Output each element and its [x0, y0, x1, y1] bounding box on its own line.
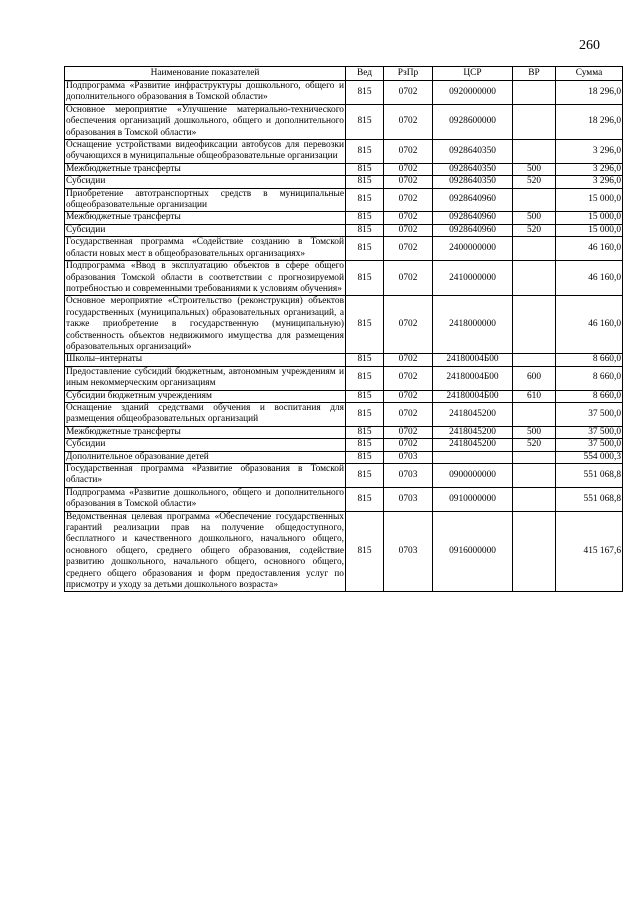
- table-row: [65, 212, 623, 224]
- row-sum-cell: 15 000,0: [556, 224, 623, 236]
- row-vr-cell: [513, 451, 556, 463]
- row-sum-cell: 46 160,0: [556, 237, 623, 261]
- row-ved-cell: 815: [346, 237, 384, 261]
- budget-table: [64, 66, 623, 592]
- row-csr-cell: 24180004Б00: [433, 354, 513, 366]
- table-row: [65, 390, 623, 402]
- row-sum-cell: 3 296,0: [556, 163, 623, 175]
- row-rzpr-cell: 0702: [384, 188, 433, 212]
- row-rzpr-cell: 0702: [384, 296, 433, 354]
- row-ved-cell: 815: [346, 104, 384, 139]
- table-body: [65, 81, 623, 592]
- row-sum-cell: 18 296,0: [556, 81, 623, 105]
- table-row: [65, 487, 623, 511]
- row-name-cell: Субсидии: [65, 176, 346, 188]
- row-csr-cell: 24180004Б00: [433, 366, 513, 390]
- row-csr-cell: 2418000000: [433, 296, 513, 354]
- row-vr-cell: [513, 511, 556, 592]
- row-vr-cell: 500: [513, 163, 556, 175]
- header-rzpr: РзПр: [384, 67, 433, 81]
- table-row: [65, 261, 623, 296]
- header-sum: Сумма: [556, 67, 623, 81]
- row-csr-cell: 0900000000: [433, 464, 513, 488]
- row-rzpr-cell: 0702: [384, 354, 433, 366]
- row-name-cell: Предоставление субсидий бюджетным, автономным учреждениям и иным некоммерческим организациям: [66, 366, 344, 389]
- row-ved-cell: 815: [346, 296, 384, 354]
- table-row: [65, 224, 623, 236]
- row-name-cell: Основное мероприятие «Улучшение материально-технического обеспечения организаций дошкольного, общего и дополнительного образования в Томской области»: [66, 104, 344, 138]
- row-name-cell: Межбюджетные трансферты: [65, 212, 346, 224]
- row-rzpr-cell: 0702: [384, 402, 433, 426]
- row-ved-cell: 815: [346, 163, 384, 175]
- row-vr-cell: [513, 261, 556, 296]
- row-rzpr-cell: 0703: [384, 487, 433, 511]
- row-vr-cell: [513, 296, 556, 354]
- row-csr-cell: 0928640960: [433, 212, 513, 224]
- row-name-cell: Оснащение устройствами видеофиксации автобусов для перевозки обучающихся в муниципальные общеобразовательные организации: [66, 140, 344, 162]
- row-sum-cell: 8 660,0: [556, 390, 623, 402]
- table-row: [65, 140, 623, 164]
- row-sum-cell: 551 068,8: [556, 487, 623, 511]
- row-rzpr-cell: 0702: [384, 140, 433, 164]
- row-csr-cell: 0928640350: [433, 140, 513, 164]
- row-rzpr-cell: 0702: [384, 212, 433, 224]
- row-sum-cell: 3 296,0: [556, 176, 623, 188]
- row-vr-cell: [513, 188, 556, 212]
- header-csr: ЦСР: [433, 67, 513, 81]
- row-name-cell: Приобретение автотранспортных средств в муниципальные общеобразовательные организации: [66, 188, 344, 211]
- row-vr-cell: [513, 81, 556, 105]
- row-csr-cell: [433, 451, 513, 463]
- table-row: [65, 402, 623, 426]
- row-sum-cell: 37 500,0: [556, 426, 623, 438]
- page-number: 260: [579, 38, 600, 53]
- header-vr: ВР: [513, 67, 556, 81]
- row-rzpr-cell: 0702: [384, 224, 433, 236]
- row-sum-cell: 18 296,0: [556, 104, 623, 139]
- row-sum-cell: 46 160,0: [556, 296, 623, 354]
- row-name-cell: Межбюджетные трансферты: [65, 426, 346, 438]
- row-csr-cell: 0928640960: [433, 224, 513, 236]
- row-sum-cell: 3 296,0: [556, 140, 623, 164]
- row-rzpr-cell: 0703: [384, 464, 433, 488]
- row-rzpr-cell: 0702: [384, 261, 433, 296]
- row-vr-cell: [513, 140, 556, 164]
- row-vr-cell: 500: [513, 426, 556, 438]
- row-sum-cell: 554 000,3: [556, 451, 623, 463]
- table-row: [65, 188, 623, 212]
- row-rzpr-cell: 0702: [384, 237, 433, 261]
- row-vr-cell: [513, 487, 556, 511]
- row-rzpr-cell: 0702: [384, 163, 433, 175]
- row-vr-cell: 600: [513, 366, 556, 390]
- row-name-cell: Оснащение зданий средствами обучения и воспитания для размещения общеобразовательных организаций: [66, 402, 344, 425]
- row-vr-cell: [513, 237, 556, 261]
- row-ved-cell: 815: [346, 354, 384, 366]
- table-row: [65, 163, 623, 175]
- row-vr-cell: 520: [513, 224, 556, 236]
- table-row: [65, 354, 623, 366]
- table-row: [65, 81, 623, 105]
- row-vr-cell: 520: [513, 176, 556, 188]
- row-ved-cell: 815: [346, 224, 384, 236]
- row-rzpr-cell: 0702: [384, 439, 433, 451]
- table-row: [65, 104, 623, 139]
- row-csr-cell: 2418045200: [433, 426, 513, 438]
- row-vr-cell: [513, 402, 556, 426]
- row-ved-cell: 815: [346, 451, 384, 463]
- row-rzpr-cell: 0702: [384, 104, 433, 139]
- row-sum-cell: 8 660,0: [556, 366, 623, 390]
- row-csr-cell: 2418045200: [433, 402, 513, 426]
- row-csr-cell: 0910000000: [433, 487, 513, 511]
- table-row: [65, 176, 623, 188]
- row-csr-cell: 0928640350: [433, 176, 513, 188]
- row-sum-cell: 551 068,8: [556, 464, 623, 488]
- row-name-cell: Ведомственная целевая программа «Обеспечение государственных гарантий реализации прав на получение общедоступного, бесплатного и качественного дошкольного, начального общего, основного общего, среднего общего образования, содействие развитию дошкольного, начального общего, основного общего, среднего общего образования и форм предоставления услуг по присмотру и уходу за детьми дошкольного возраста»: [66, 511, 344, 591]
- table-row: [65, 237, 623, 261]
- row-csr-cell: 2418045200: [433, 439, 513, 451]
- row-sum-cell: 46 160,0: [556, 261, 623, 296]
- table-row: [65, 426, 623, 438]
- row-ved-cell: 815: [346, 176, 384, 188]
- row-csr-cell: 0928640350: [433, 163, 513, 175]
- row-vr-cell: [513, 464, 556, 488]
- row-name-cell: Государственная программа «Развитие образования в Томской области»: [66, 464, 344, 486]
- row-ved-cell: 815: [346, 212, 384, 224]
- table-row: [65, 366, 623, 390]
- table-row: [65, 511, 623, 592]
- row-ved-cell: 815: [346, 390, 384, 402]
- row-name-cell: Государственная программа «Содействие созданию в Томской области новых мест в общеобразовательных организациях»: [66, 237, 344, 259]
- row-rzpr-cell: 0702: [384, 81, 433, 105]
- row-ved-cell: 815: [346, 439, 384, 451]
- header-ved: Вед: [346, 67, 384, 81]
- row-csr-cell: 2410000000: [433, 261, 513, 296]
- row-ved-cell: 815: [346, 464, 384, 488]
- row-ved-cell: 815: [346, 188, 384, 212]
- row-sum-cell: 37 500,0: [556, 402, 623, 426]
- table-row: [65, 464, 623, 488]
- row-name-cell: Подпрограмма «Развитие инфраструктуры дошкольного, общего и дополнительного образования в Томской области»: [66, 81, 344, 103]
- row-vr-cell: 520: [513, 439, 556, 451]
- row-sum-cell: 415 167,6: [556, 511, 623, 592]
- row-vr-cell: 610: [513, 390, 556, 402]
- row-name-cell: Подпрограмма «Ввод в эксплуатацию объектов в сфере общего образования Томской области в соответствии с прогнозируемой потребностью и современными требованиями к условиям обучения»: [66, 261, 344, 294]
- row-name-cell: Субсидии: [65, 439, 346, 451]
- row-ved-cell: 815: [346, 426, 384, 438]
- header-name: Наименование показателей: [65, 67, 346, 81]
- row-csr-cell: 24180004Б00: [433, 390, 513, 402]
- row-name-cell: Субсидии: [65, 224, 346, 236]
- row-ved-cell: 815: [346, 366, 384, 390]
- row-ved-cell: 815: [346, 81, 384, 105]
- row-sum-cell: 37 500,0: [556, 439, 623, 451]
- row-ved-cell: 815: [346, 261, 384, 296]
- row-rzpr-cell: 0702: [384, 390, 433, 402]
- row-csr-cell: 0920000000: [433, 81, 513, 105]
- row-csr-cell: 0928600000: [433, 104, 513, 139]
- table-header-row: [65, 67, 623, 81]
- row-name-cell: Субсидии бюджетным учреждениям: [65, 390, 346, 402]
- row-rzpr-cell: 0702: [384, 366, 433, 390]
- table-row: [65, 296, 623, 354]
- row-name-cell: Дополнительное образование детей: [65, 451, 346, 463]
- row-rzpr-cell: 0702: [384, 426, 433, 438]
- row-csr-cell: 0928640960: [433, 188, 513, 212]
- row-csr-cell: 0916000000: [433, 511, 513, 592]
- row-sum-cell: 15 000,0: [556, 212, 623, 224]
- row-ved-cell: 815: [346, 487, 384, 511]
- row-ved-cell: 815: [346, 511, 384, 592]
- row-name-cell: Школы–интернаты: [65, 354, 346, 366]
- table-row: [65, 439, 623, 451]
- row-vr-cell: [513, 354, 556, 366]
- table-row: [65, 451, 623, 463]
- row-ved-cell: 815: [346, 402, 384, 426]
- row-vr-cell: 500: [513, 212, 556, 224]
- row-rzpr-cell: 0703: [384, 451, 433, 463]
- row-sum-cell: 15 000,0: [556, 188, 623, 212]
- row-name-cell: Межбюджетные трансферты: [65, 163, 346, 175]
- row-rzpr-cell: 0702: [384, 176, 433, 188]
- row-ved-cell: 815: [346, 140, 384, 164]
- row-sum-cell: 8 660,0: [556, 354, 623, 366]
- row-csr-cell: 2400000000: [433, 237, 513, 261]
- row-name-cell: Основное мероприятие «Строительство (реконструкция) объектов государственных (муниципальных) образовательных организаций, а также приобретение в государственную (муниципальную) собственность объектов недвижимого имущества для размещения образовательных организаций»: [66, 296, 344, 352]
- row-name-cell: Подпрограмма «Развитие дошкольного, общего и дополнительного образования в Томской области»: [66, 487, 344, 510]
- row-rzpr-cell: 0703: [384, 511, 433, 592]
- row-vr-cell: [513, 104, 556, 139]
